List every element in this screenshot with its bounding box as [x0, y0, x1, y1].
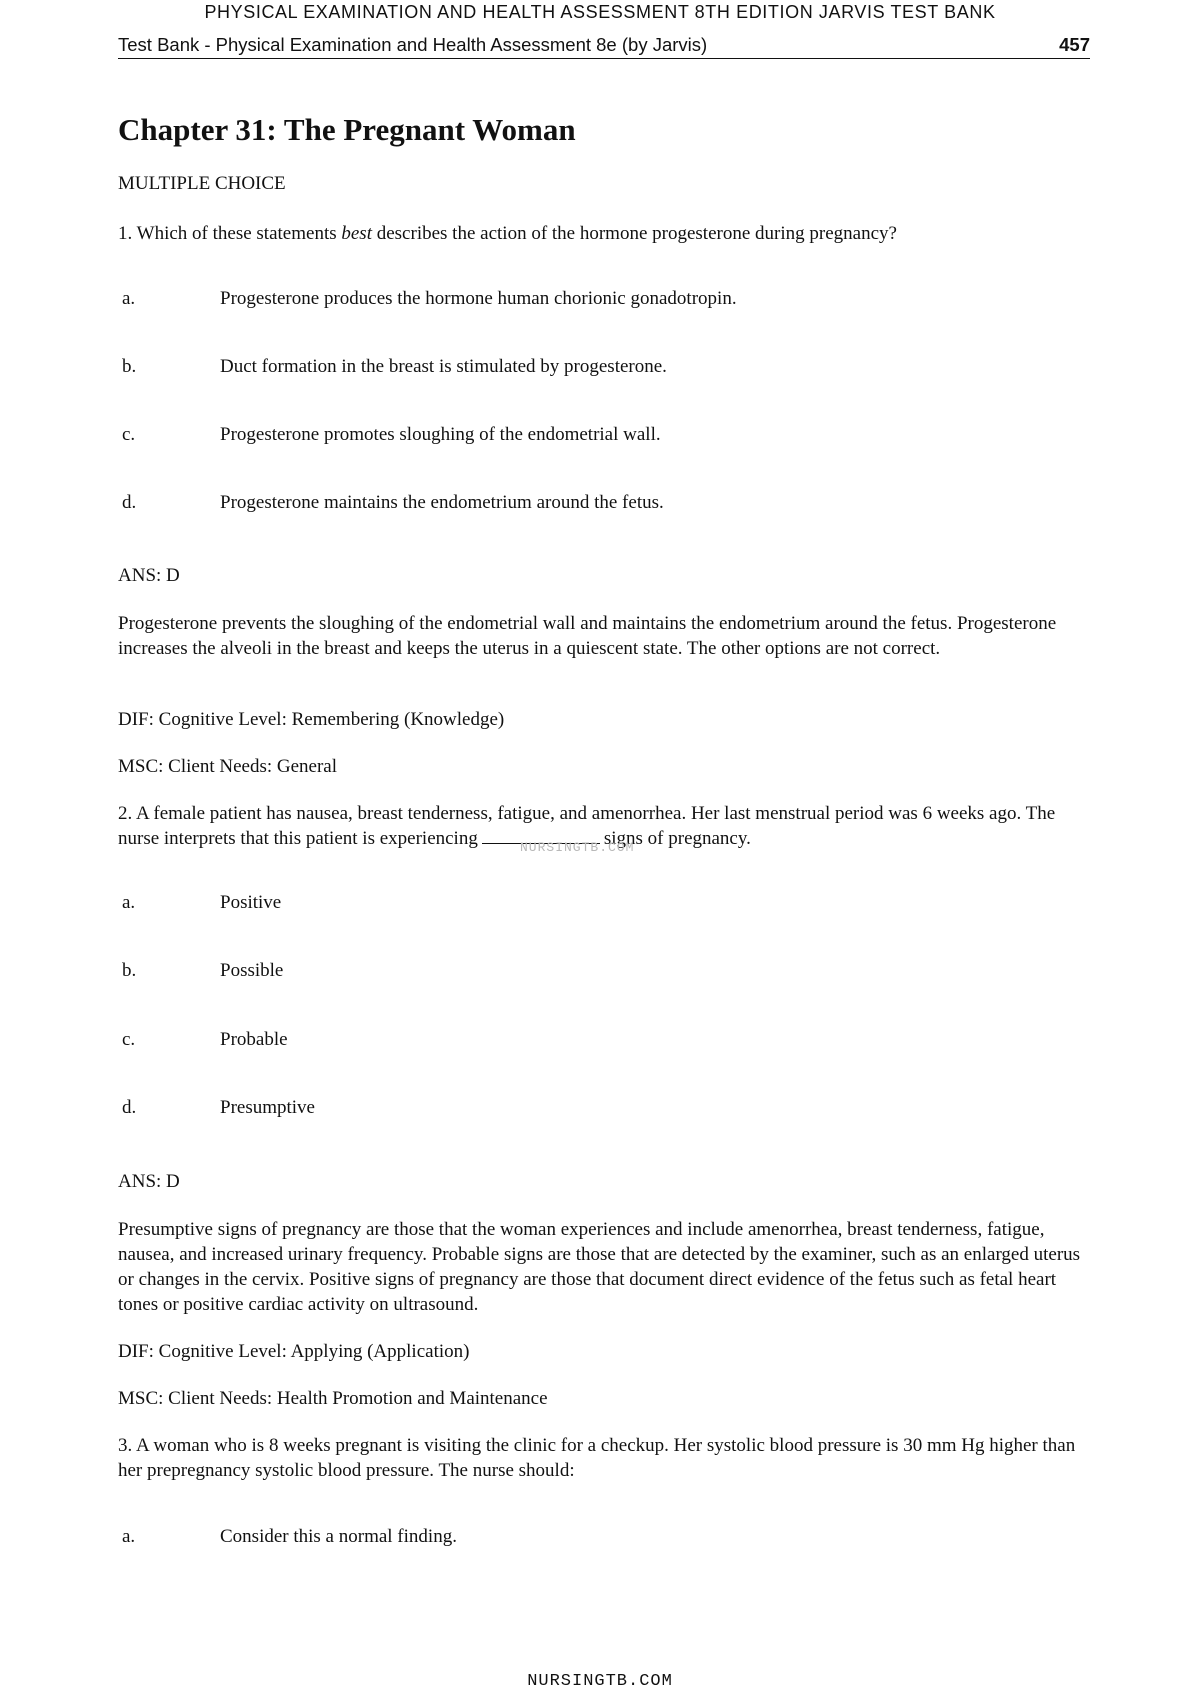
question-1-option-d: Progesterone maintains the endometrium around the fetus.: [220, 492, 664, 513]
question-2-option-d-letter: d.: [122, 1097, 137, 1118]
question-1-stem-emphasis: best: [341, 223, 372, 244]
question-1-option-a-letter: a.: [122, 288, 136, 309]
question-1-option-c: Progesterone promotes sloughing of the endometrial wall.: [220, 424, 661, 445]
question-1-option-d-letter: d.: [122, 492, 137, 513]
question-1-option-b-letter: b.: [122, 356, 137, 377]
question-2-option-b: Possible: [220, 960, 284, 981]
question-1-stem-suffix: describes the action of the hormone progesterone during pregnancy?: [371, 223, 897, 244]
question-2-option-a-letter: a.: [122, 892, 136, 913]
question-1-client-needs: MSC: Client Needs: General: [118, 756, 337, 777]
question-1-difficulty: DIF: Cognitive Level: Remembering (Knowledge): [118, 709, 505, 730]
question-3-stem: 3. A woman who is 8 weeks pregnant is visiting the clinic for a checkup. Her systolic blood pressure is 30 mm Hg higher than her prepregnancy systolic blood pressure. The nurse should:: [118, 1435, 1076, 1481]
footer-watermark: NURSINGTB.COM: [527, 1672, 673, 1691]
question-1-stem-prefix: 1. Which of these statements: [118, 223, 342, 244]
question-1-option-b: Duct formation in the breast is stimulated by progesterone.: [220, 356, 667, 377]
question-1-option-a: Progesterone produces the hormone human chorionic gonadotropin.: [220, 288, 737, 309]
section-heading: MULTIPLE CHOICE: [118, 173, 286, 194]
question-2-option-a: Positive: [220, 892, 282, 913]
question-3-option-a-letter: a.: [122, 1526, 136, 1547]
question-2-option-d: Presumptive: [220, 1097, 315, 1118]
question-3-option-a: Consider this a normal finding.: [220, 1526, 457, 1547]
question-1-stem: [118, 221, 1098, 246]
question-1-rationale: Progesterone prevents the sloughing of the endometrial wall and maintains the endometrium around the fetus. Progesterone increases the alveoli in the breast and keeps the uterus in a quiescent state. The other options are not correct.: [118, 613, 1057, 659]
question-2-client-needs: MSC: Client Needs: Health Promotion and Maintenance: [118, 1388, 548, 1409]
question-2-option-c-letter: c.: [122, 1029, 136, 1050]
question-2-option-c: Probable: [220, 1029, 288, 1050]
question-2-answer: ANS: D: [118, 1171, 180, 1192]
question-2-stem-after-blank: signs of pregnancy.: [603, 828, 751, 849]
watermark-text: NURSINGTB.COM: [520, 840, 635, 855]
question-1-answer: ANS: D: [118, 565, 180, 586]
page-number: 457: [1059, 34, 1090, 55]
chapter-title: Chapter 31: The Pregnant Woman: [118, 112, 576, 147]
question-1-option-c-letter: c.: [122, 424, 136, 445]
running-header: [118, 34, 1090, 59]
question-2-option-b-letter: b.: [122, 960, 137, 981]
question-2-rationale: Presumptive signs of pregnancy are those that the woman experiences and include amenorrhea, breast tenderness, fatigue, nausea, and increased urinary frequency. Probable signs are those that are detected by the examiner, such as an enlarged uterus or changes in the cervix. Positive signs of pregnancy are those that document direct evidence of the fetus such as fetal heart tones or positive cardiac activity on ultrasound.: [118, 1219, 1081, 1315]
question-2-difficulty: DIF: Cognitive Level: Applying (Application): [118, 1341, 470, 1362]
question-2-stem-text: 2. A female patient has nausea, breast tenderness, fatigue, and amenorrhea. Her last menstrual period was 6 weeks ago. The nurse interprets that this patient is experiencing: [118, 803, 1056, 849]
running-header-title: Test Bank - Physical Examination and Health Assessment 8e (by Jarvis): [118, 34, 708, 55]
document-banner: PHYSICAL EXAMINATION AND HEALTH ASSESSMENT 8TH EDITION JARVIS TEST BANK: [204, 2, 996, 22]
